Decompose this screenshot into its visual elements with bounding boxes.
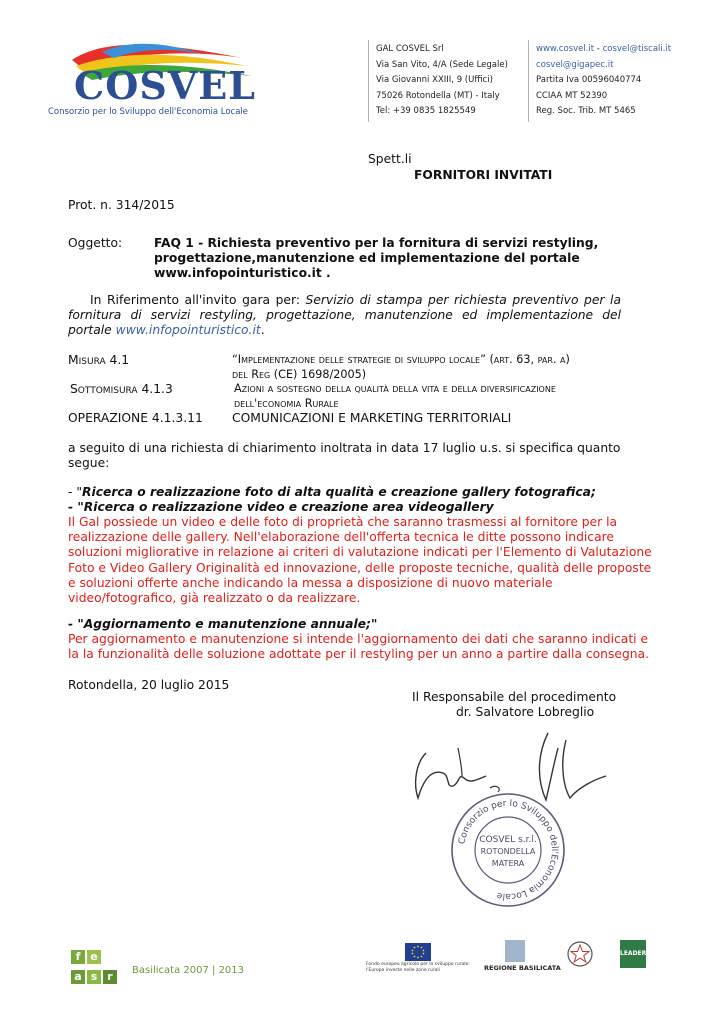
subject-label: Oggetto: — [68, 236, 123, 250]
place-date: Rotondella, 20 luglio 2015 — [68, 678, 230, 692]
stamp-ring-text: Consorzio per lo Sviluppo dell'Economia Locale — [457, 798, 560, 902]
header-divider-left — [368, 40, 369, 122]
submeasure-description — [234, 382, 664, 411]
feasr-letter: a — [71, 970, 85, 984]
info-line: CCIAA MT 52390 — [536, 90, 608, 101]
intro-suffix: . — [260, 323, 265, 338]
subject-line: progettazione,manutenzione ed implementazione del portale — [154, 251, 580, 266]
eu-fund-text: Fondo europeo agricolo per lo sviluppo rurale: l'Europa investe nelle zone rurali — [366, 962, 470, 973]
recipient-name: FORNITORI INVITATI — [414, 168, 553, 182]
website-link[interactable]: www.cosvel.it — [536, 44, 595, 54]
subject-line: FAQ 1 - Richiesta preventivo per la fornitura di servizi restyling, — [154, 236, 599, 250]
operation-description: COMUNICAZIONI E MARKETING TERRITORIALI — [232, 411, 512, 425]
company-line: Via Giovanni XXIII, 9 (Uffici) — [376, 75, 493, 85]
stamp-center-line: COSVEL s.r.l. — [479, 835, 537, 845]
measure-desc-line: Azioni a sostegno della qualità della vita e della diversificazione — [234, 382, 556, 395]
faq1-question — [68, 485, 648, 500]
leader-logo: LEADER — [620, 940, 646, 968]
intro-service: Servizio di stampa per richiesta preventivo per la fornitura di servizi restyling, progettazione, manutenzione ed implementazione del portale — [68, 293, 621, 338]
company-info-block — [536, 42, 671, 120]
info-line: Partita Iva 00596040774 — [536, 75, 642, 85]
measure-desc-line: dell'economia Rurale — [234, 396, 339, 410]
feasr-letter: e — [87, 950, 101, 964]
operation-label: OPERAZIONE 4.1.3.11 — [68, 411, 203, 425]
pec-link[interactable]: cosvel@gigapec.it — [536, 59, 614, 70]
logo-wordmark: COSVEL — [74, 63, 256, 108]
stamp-center-line: MATERA — [491, 859, 525, 868]
italian-republic-emblem-icon — [566, 940, 594, 970]
feasr-letter: r — [103, 970, 117, 984]
measure-label: Misura 4.1 — [68, 353, 130, 367]
feasr-letter: f — [71, 950, 85, 964]
measure-description — [232, 353, 662, 382]
submeasure-label: Sottomisura 4.1.3 — [70, 382, 173, 396]
measure-desc-line: del Reg (CE) 1698/2005) — [232, 367, 367, 381]
region-basilicata-icon — [505, 940, 525, 962]
faq2-question: - "Aggiornamento e manutenzione annuale;" — [68, 617, 378, 631]
email-link[interactable]: cosvel@tiscali.it — [602, 44, 672, 54]
company-line: Via San Vito, 4/A (Sede Legale) — [376, 59, 508, 70]
info-line: Reg. Soc. Trib. MT 5465 — [536, 106, 636, 116]
header-divider-right — [528, 40, 529, 122]
faq1-answer: Il Gal possiede un video e delle foto di proprietà che saranno trasmessi al fornitore per la realizzazione delle gallery. Nell'elaborazione dell'offerta tecnica le ditte possono indicare soluzioni migliorative in relazione ai criteri di valutazione indicati per l'Elemento di Valutazione Foto e Video Gallery Originalità ed innovazione, delle proposte tecniche, qualità delle proposte e soluzioni offerte anche indicando la messa a disposizione di nuovo materiale video/fotografico, già realizzato o da realizzare. — [68, 515, 652, 606]
company-line: Tel: +39 0835 1825549 — [376, 106, 476, 116]
company-stamp — [448, 790, 568, 910]
link-separator: - — [594, 44, 603, 54]
faq1-q2-text: - "Ricerca o realizzazione video e creazione area videogallery — [68, 500, 494, 514]
company-line: 75026 Rotondella (MT) - Italy — [376, 90, 500, 101]
signatory-role: Il Responsabile del procedimento — [412, 690, 617, 704]
feasr-logo — [70, 945, 118, 985]
faq2-answer: Per aggiornamento e manutenzione si intende l'aggiornamento dei dati che saranno indicati e la la funzionalità delle soluzione adottate per il restyling per un anno a partire dalla consegna. — [68, 632, 649, 662]
stamp-center-line: ROTONDELLA — [480, 847, 536, 856]
logo-tagline: Consorzio per lo Sviluppo dell'Economia Locale — [48, 107, 249, 117]
intro-paragraph — [68, 293, 621, 339]
measure-desc-line: “Implementazione delle strategie di sviluppo locale” (art. 63, par. a) — [232, 353, 570, 366]
faq1-q1-text: Ricerca o realizzazione foto di alta qualità e creazione gallery fotografica; — [82, 485, 596, 499]
feasr-letter: s — [87, 970, 101, 984]
company-address-block — [376, 42, 508, 120]
clarification-paragraph: a seguito di una richiesta di chiarimento inoltrata in data 17 luglio u.s. si specifica quanto segue: — [68, 441, 621, 471]
signatory-name: dr. Salvatore Lobreglio — [456, 705, 595, 719]
intro-prefix: In Riferimento all'invito gara per: — [90, 293, 306, 307]
faq1-q1-prefix: - " — [68, 485, 83, 499]
region-label: REGIONE BASILICATA — [484, 964, 561, 972]
eu-flag-icon — [405, 943, 431, 961]
company-line: GAL COSVEL Srl — [376, 44, 444, 54]
protocol-number: Prot. n. 314/2015 — [68, 198, 175, 212]
portal-link[interactable]: www.infopointuristico.it — [115, 323, 261, 338]
subject-text — [154, 236, 654, 282]
recipient-salutation: Spett.li — [368, 152, 412, 166]
subject-line: www.infopointuristico.it . — [154, 266, 331, 281]
feasr-label: Basilicata 2007 | 2013 — [132, 965, 245, 976]
